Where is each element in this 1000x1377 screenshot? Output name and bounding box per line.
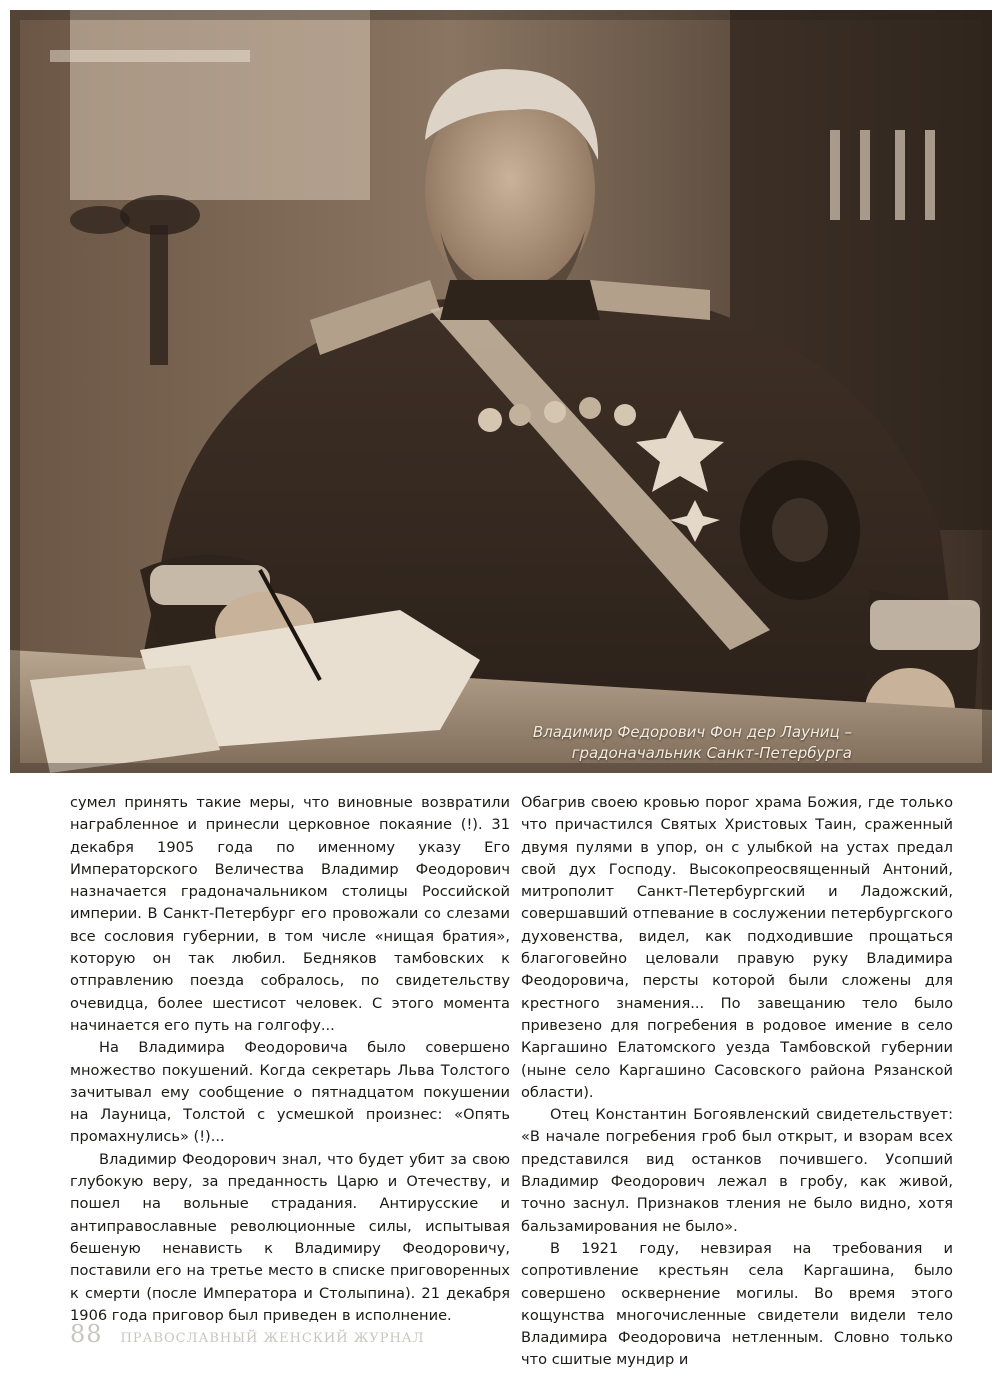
article-column-left: [70, 792, 510, 1327]
portrait-photo: [10, 10, 992, 773]
page-number: 88: [70, 1320, 103, 1348]
page-footer: [70, 1320, 425, 1356]
paragraph: Отец Константин Богоявленский свидетельствует: «В начале погребения гроб был открыт, и взорам всех представился вид останков почившего. Усопший Владимир Феодорович лежал в гробу, как живой, точно заснул. Признаков тления не было видно, хотя бальзамирования не было».: [521, 1106, 953, 1235]
paragraph: В 1921 году, невзирая на требования и сопротивление крестьян села Каргашина, было совершено осквернение могилы. Во время этого кощунства многочисленные свидетели видели тело Владимира Феодоровича нетленным. Словно только что сшитые мундир и: [521, 1239, 953, 1369]
portrait-illustration: [10, 10, 992, 773]
paragraph: сумел принять такие меры, что виновные возвратили награбленное и принесли церковное покаяние (!). 31 декабря 1905 года по именному указу Его Императорского Величества Владимир Феодорович назначается градоначальником столицы Российской империи. В Санкт-Петербург его провожали со слезами все сословия губернии, в том числе «нищая братия», которую он так любил. Бедняков тамбовских к отправлению поезда собралось, по свидетельству очевидца, более шестисот человек. С этого момента начинается его путь на голгофу...: [70, 794, 510, 1034]
caption-line-1: Владимир Федорович Фон дер Лауниц –: [532, 723, 852, 741]
journal-title: ПРАВОСЛАВНЫЙ ЖЕНСКИЙ ЖУРНАЛ: [120, 1331, 425, 1346]
paragraph: Обагрив своею кровью порог храма Божия, где только что причастился Святых Христовых Таин, сраженный двумя пулями в упор, он с улыбкой на устах предал свой дух Господу. Высокопреосвященный Антоний, митрополит Санкт-Петербургский и Ладожский, совершавший отпевание в сослужении петербургского духовенства, видел, как подходившие прощаться благоговейно целовали правую руку Владимира Феодоровича, персты которой были сложены для крестного знамения... По завещанию тело было привезено для погребения в родовое имение в село Каргашино Елатомского уезда Тамбовской губернии (ныне село Каргашино Сасовского района Рязанской области).: [521, 794, 953, 1101]
paragraph: Владимир Феодорович знал, что будет убит за свою глубокую веру, за преданность Царю и Отечеству, и пошел на вольные страдания. Антирусские и антиправославные революционные силы, испытывая бешеную ненависть к Владимиру Феодоровичу, поставили его на третье место в списке приговоренных к смерти (после Императора и Столыпина). 21 декабря 1906 года приговор был приведен в исполнение.: [70, 1150, 510, 1324]
photo-caption: [492, 722, 852, 764]
caption-line-2: градоначальник Санкт-Петербурга: [571, 744, 852, 762]
paragraph: На Владимира Феодоровича было совершено множество покушений. Когда секретарь Льва Толстого зачитывал ему сообщение о пятнадцатом покушении на Лауница, Толстой с усмешкой произнес: «Опять промахнулись» (!)...: [70, 1039, 510, 1146]
article-column-right: [521, 792, 953, 1372]
